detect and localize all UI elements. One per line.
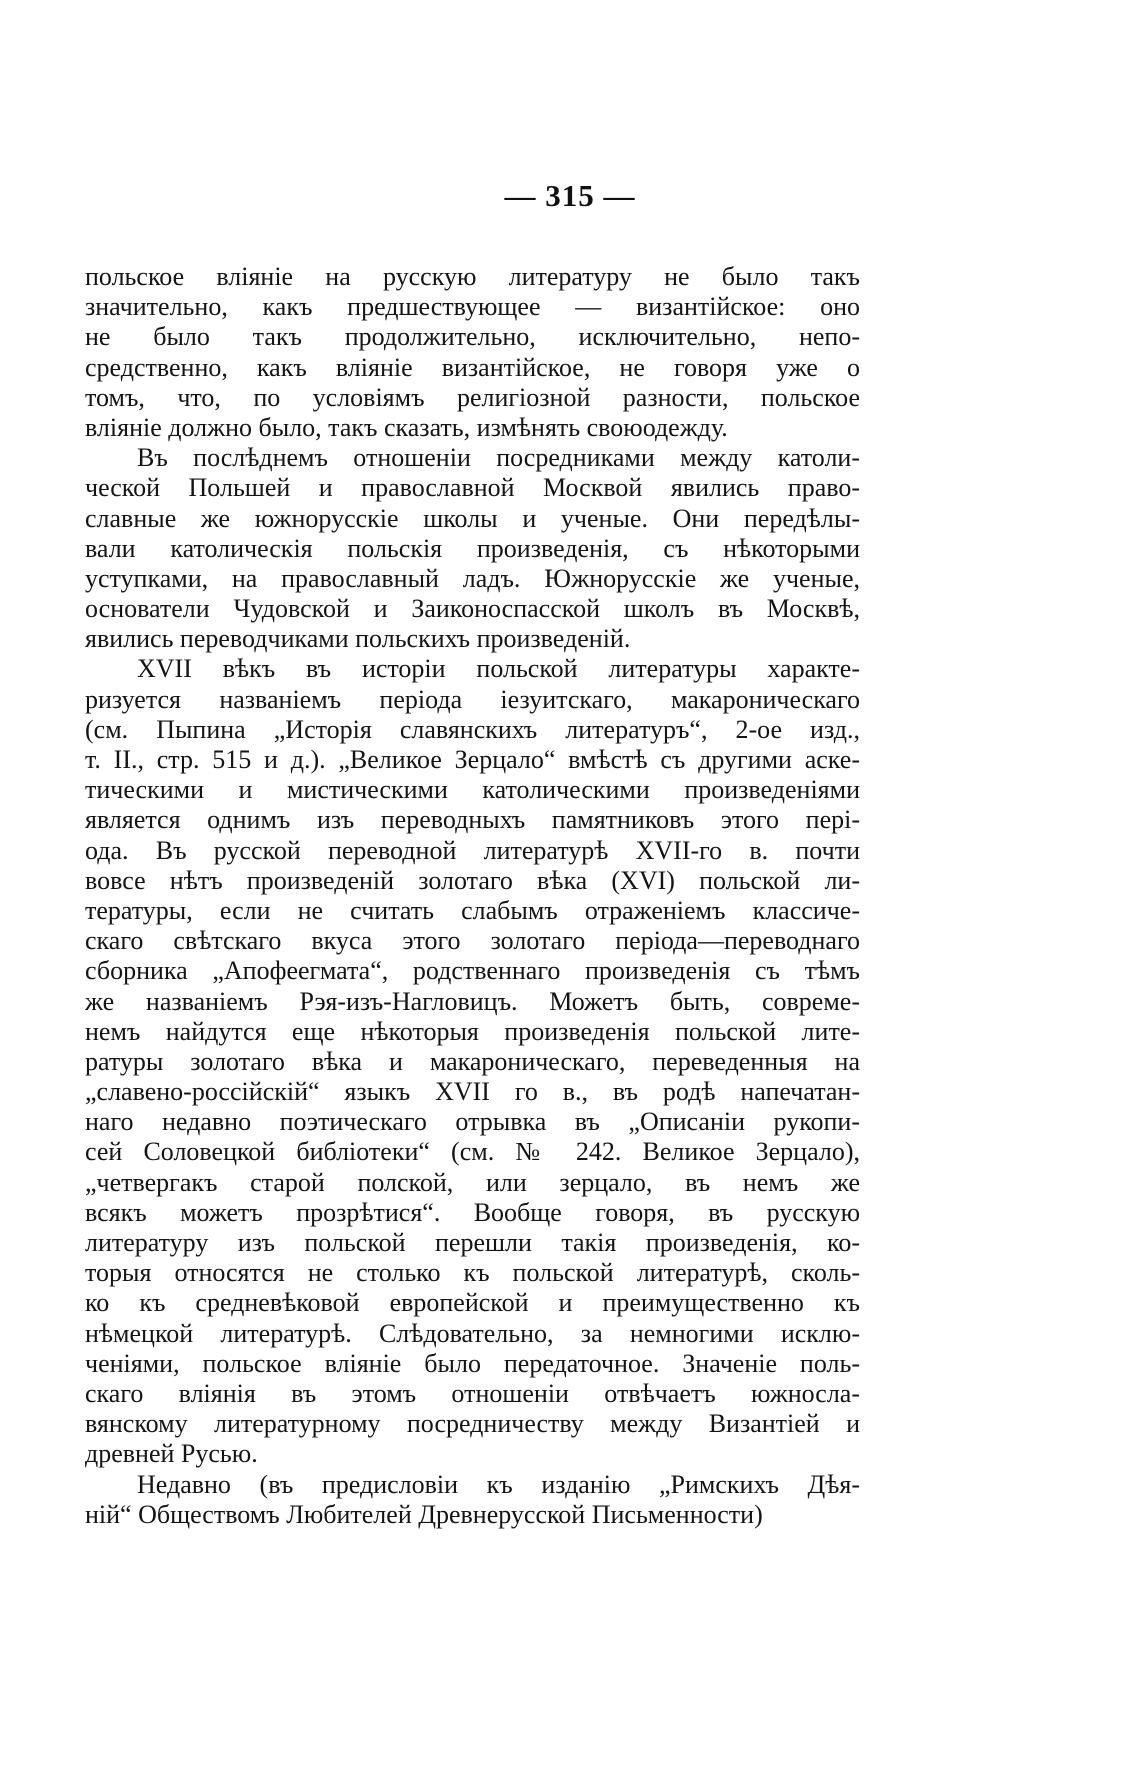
text-line: наго недавно поэтическаго отрывка въ „Описаніи рукопи- (85, 1107, 860, 1137)
text-line: Недавно (въ предисловіи къ изданію „Римскихъ Дѣя- (137, 1469, 860, 1499)
text-line: сей Соловецкой библіотеки“ (см. № 242. Великое Зерцало), (85, 1137, 860, 1167)
text-line: значительно, какъ предшествующее — византійское: оно (85, 292, 860, 322)
text-line: торыя относятся не столько къ польской литературѣ, сколь- (85, 1258, 860, 1288)
text-line: немъ найдутся еще нѣкоторыя произведенія польской лите- (85, 1016, 860, 1046)
text-line: вліяніе должно было, такъ сказать, измѣнять своюодежду. (85, 412, 728, 442)
text-line: XVII вѣкъ въ исторіи польской литературы характе- (137, 654, 860, 684)
text-line: нѣмецкой литературѣ. Слѣдовательно, за немногими исклю- (85, 1318, 860, 1348)
body-text (85, 262, 860, 1530)
text-line: Въ послѣднемъ отношеніи посредниками между католи- (137, 443, 860, 473)
text-line: же названіемъ Рэя-изъ-Нагловицъ. Можетъ быть, совреме- (85, 986, 860, 1016)
text-line: т. II., стр. 515 и д.). „Великое Зерцало“ вмѣстѣ съ другими аске- (85, 745, 860, 774)
paragraph (85, 443, 860, 654)
text-line: ко къ средневѣковой европейской и преимущественно къ (85, 1288, 860, 1318)
text-line: ода. Въ русской переводной литературѣ XVII-го в. почти (85, 835, 860, 865)
text-line: является однимъ изъ переводныхъ памятниковъ этого пері- (85, 805, 860, 835)
text-line: (см. Пыпина „Исторія славянскихъ литературъ“, 2-ое изд., (85, 714, 860, 744)
text-line: явились переводчиками польскихъ произведеній. (85, 624, 631, 654)
text-line: сборника „Апофеегмата“, родственнаго произведенія съ тѣмъ (85, 956, 860, 986)
text-line: „четвергакъ старой полской, или зерцало, въ немъ же (85, 1167, 860, 1197)
text-line: уступками, на православный ладъ. Южнорусскіе же ученые, (85, 563, 860, 593)
text-line: древней Русью. (85, 1439, 258, 1469)
text-line: средственно, какъ вліяніе византійское, не говоря уже о (85, 352, 860, 382)
paragraph (85, 1470, 860, 1530)
text-line: основатели Чудовской и Заиконоспасской школъ въ Москвѣ, (85, 594, 860, 624)
text-line: скаго вліянія въ этомъ отношеніи отвѣчаетъ южносла- (85, 1378, 860, 1408)
text-line: славные же южнорусскіе школы и ученые. Они передѣлы- (85, 503, 860, 533)
text-line: вянскому литературному посредничеству между Византіей и (85, 1409, 860, 1439)
page-number: — 315 — (504, 178, 636, 213)
text-line: скаго свѣтскаго вкуса этого золотаго періода—переводнаго (85, 926, 860, 956)
text-line: тическими и мистическими католическими произведеніями (85, 775, 860, 805)
text-line: ризуется названіемъ періода іезуитскаго, макароническаго (85, 684, 860, 714)
text-line: вовсе нѣтъ произведеній золотаго вѣка (XVI) польской ли- (85, 865, 860, 895)
text-line: не было такъ продолжительно, исключительно, непо- (85, 322, 860, 352)
text-line: ченіями, польское вліяніе было передаточное. Значеніе поль- (85, 1348, 860, 1378)
paragraph (85, 654, 860, 1469)
text-line: литературу изъ польской перешли такія произведенія, ко- (85, 1228, 860, 1257)
text-line: всякъ можетъ прозрѣтися“. Вообще говоря, въ русскую (85, 1197, 860, 1227)
text-line: ній“ Обществомъ Любителей Древнерусской Письменности) (85, 1499, 763, 1529)
text-line: тературы, если не считать слабымъ отраженіемъ классиче- (85, 895, 860, 925)
text-line: вали католическія польскія произведенія, съ нѣкоторыми (85, 533, 860, 563)
text-line: ческой Польшей и православной Москвой явились право- (85, 473, 860, 503)
text-line: польское вліяніе на русскую литературу не было такъ (85, 262, 860, 291)
paragraph (85, 262, 860, 443)
text-line: томъ, что, по условіямъ религіозной разности, польское (85, 382, 860, 412)
text-line: „славено-россійскій“ языкъ XVII го в., въ родѣ напечатан- (85, 1077, 860, 1107)
text-line: ратуры золотаго вѣка и макароническаго, переведенныя на (85, 1046, 860, 1076)
